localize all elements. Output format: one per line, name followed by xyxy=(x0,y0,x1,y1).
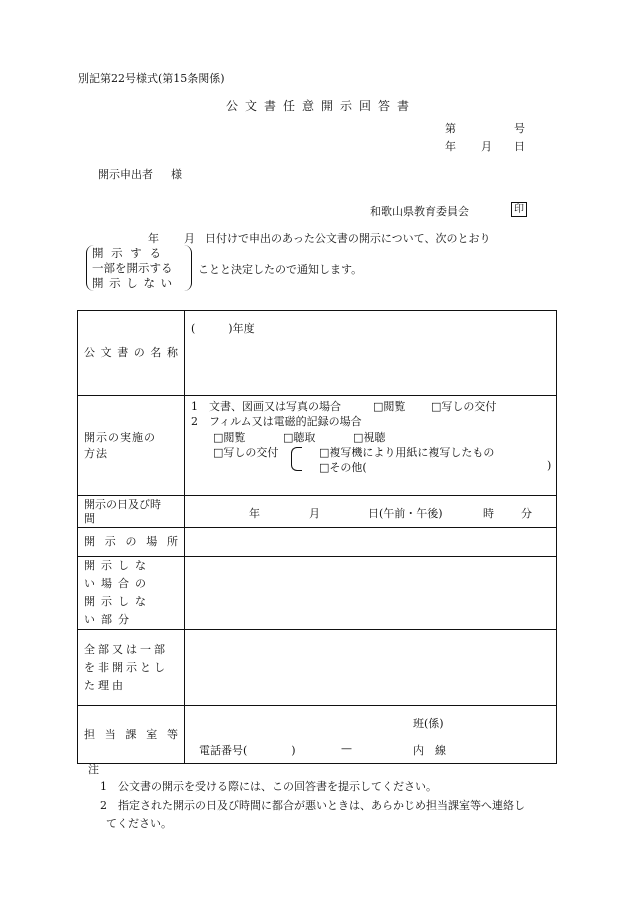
number-prefix: 第 xyxy=(445,122,456,135)
reason-label: 全部又は一部を非開示とした理由 xyxy=(84,642,168,692)
method-item2-watch-checkbox[interactable]: □視聴 xyxy=(353,431,386,444)
date-month: 月 xyxy=(481,140,492,153)
reason-label-cell xyxy=(78,630,185,706)
method-item2-copy-checkbox[interactable]: □写しの交付 xyxy=(213,446,279,459)
doc-name-value-cell[interactable] xyxy=(185,311,557,396)
date-year: 年 xyxy=(445,140,456,153)
body-year: 年 xyxy=(148,232,159,245)
page-title: 公文書任意開示回答書 xyxy=(226,99,417,113)
notes-heading: 注 xyxy=(88,763,99,776)
date-day: 日 xyxy=(514,140,525,153)
form-label: 別記第22号様式(第15条関係) xyxy=(78,72,225,85)
undisclosed-value-cell[interactable] xyxy=(185,557,557,630)
datetime-label-cell xyxy=(78,496,185,528)
copy-other-close-paren: ) xyxy=(547,459,552,472)
seal-stamp: 印 xyxy=(511,202,527,217)
method-item1-copy-checkbox[interactable]: □写しの交付 xyxy=(431,400,497,413)
method-label: 開示の実施の方法 xyxy=(84,430,156,460)
contact-dash: — xyxy=(341,742,352,755)
place-label: 開示の場所 xyxy=(84,535,178,548)
datetime-year: 年 xyxy=(249,507,260,520)
number-suffix: 号 xyxy=(514,122,525,135)
datetime-label: 開示の日及び時間 xyxy=(84,497,161,525)
datetime-month: 月 xyxy=(309,507,320,520)
note-item-1: 1 公文書の開示を受ける際には、この回答書を提示してください。 xyxy=(100,780,437,793)
response-table xyxy=(77,310,557,764)
datetime-value-cell[interactable] xyxy=(185,496,557,528)
contact-section: 班(係) xyxy=(413,717,444,730)
reason-value-cell[interactable] xyxy=(185,630,557,706)
undisclosed-label: 開示しない場合の開示しない部分 xyxy=(84,559,152,626)
datetime-minute: 分 xyxy=(521,507,532,520)
contact-label: 担当課室等 xyxy=(84,727,178,741)
method-label-cell xyxy=(78,396,185,496)
addressee-label: 開示申出者 xyxy=(98,168,153,181)
doc-name-label: 公文書の名称 xyxy=(84,346,178,359)
body-line1: 日付けで申出のあった公文書の開示について、次のとおり xyxy=(205,232,491,245)
contact-value-cell[interactable] xyxy=(185,706,557,764)
doc-name-year: ( )年度 xyxy=(191,322,255,335)
note-item-2-cont: てください。 xyxy=(106,817,172,830)
method-value-cell xyxy=(185,396,557,496)
datetime-hour: 時 xyxy=(483,507,494,520)
copy-options-bracket xyxy=(291,447,302,471)
decision-option-disclose: 開 示 す る xyxy=(92,246,163,260)
addressee-honorific: 様 xyxy=(171,168,182,181)
decision-option-partial: 一部を開示する xyxy=(92,261,173,275)
method-item2: 2 フィルム又は電磁的記録の場合 xyxy=(191,415,362,428)
issuer-name: 和歌山県教育委員会 xyxy=(370,205,469,218)
doc-name-label-cell xyxy=(78,311,185,396)
body-month: 月 xyxy=(184,232,195,245)
copy-other-checkbox[interactable]: □その他( xyxy=(319,461,367,474)
method-item2-view-checkbox[interactable]: □閲覧 xyxy=(213,431,246,444)
body-line2: ことと決定したので通知します。 xyxy=(198,263,363,276)
place-label-cell xyxy=(78,528,185,557)
contact-phone: 電話番号( ) xyxy=(199,744,296,757)
decision-option-nondisclose: 開 示 し な い xyxy=(92,276,174,290)
contact-extension: 内 線 xyxy=(413,744,446,757)
method-item1: 1 文書、図画又は写真の場合 xyxy=(191,400,341,413)
place-value-cell[interactable] xyxy=(185,528,557,557)
note-item-2: 2 指定された開示の日及び時間に都合が悪いときは、あらかじめ担当課室等へ連絡し xyxy=(100,799,525,812)
contact-label-cell xyxy=(78,706,185,764)
method-item2-listen-checkbox[interactable]: □聴取 xyxy=(283,431,316,444)
copy-machine-checkbox[interactable]: □複写機により用紙に複写したもの xyxy=(319,446,495,459)
method-item1-view-checkbox[interactable]: □閲覧 xyxy=(373,400,406,413)
datetime-day: 日(午前・午後) xyxy=(368,507,443,520)
undisclosed-label-cell xyxy=(78,557,185,630)
